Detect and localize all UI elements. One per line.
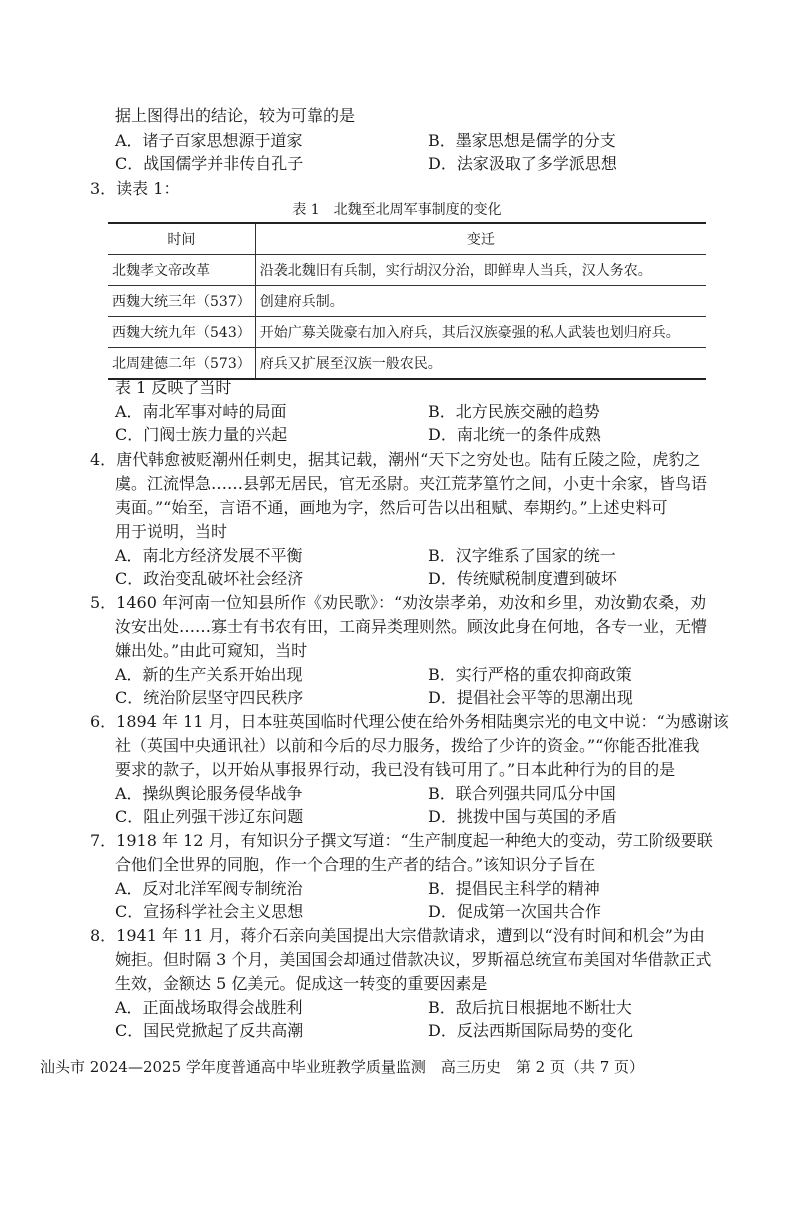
table-cell-time: 西魏大统九年（543）: [108, 317, 255, 348]
table-header-row: [108, 223, 706, 255]
q7-option-d: D．促成第一次国共合作: [428, 902, 601, 921]
q7-stem-line: 合他们全世界的同胞，作一个合理的生产者的结合。”该知识分子旨在: [115, 855, 596, 874]
q4-stem-line: 用于说明，当时: [115, 522, 228, 541]
table-header-time: 时间: [108, 223, 255, 255]
table-cell-time: 西魏大统三年（537）: [108, 286, 255, 317]
q4-stem-line: 虞。江流悍急……县郭无居民，官无丞尉。夹江荒茅篁竹之间，小吏十余家，皆鸟语: [115, 474, 708, 493]
q7-stem-line: 7．1918 年 12 月，有知识分子撰文写道：“生产制度起一种绝大的变动，劳工阶级要联: [90, 831, 713, 850]
q3-prompt: 表 1 反映了当时: [115, 378, 232, 397]
q6-option-b: B．联合列强共同瓜分中国: [428, 784, 616, 803]
q8-stem-line: 8．1941 年 11 月，蒋介石亲向美国提出大宗借款请求，遭到以“没有时间和机会”为由: [90, 926, 705, 945]
table-row: [108, 255, 706, 286]
q8-stem-line: 婉拒。但时隔 3 个月，美国国会却通过借款决议，罗斯福总统宣布美国对华借款正式: [115, 950, 712, 969]
q6-stem-line: 6．1894 年 11 月，日本驻英国临时代理公使在给外务相陆奥宗光的电文中说：“为感谢该: [90, 712, 729, 731]
q5-stem-line: 汝安出处……寡士有书农有田，工商异类理则然。顾汝此身在何地，各专一业，无懵: [115, 617, 708, 636]
q8-option-a: A．正面战场取得会战胜利: [115, 998, 303, 1017]
q8-stem-line: 生效，金额达 5 亿美元。促成这一转变的重要因素是: [115, 974, 488, 993]
q8-option-c: C．国民党掀起了反共高潮: [115, 1021, 304, 1040]
page-footer: 汕头市 2024—2025 学年度普通高中毕业班教学质量监测 高三历史 第 2 页（共 7 页）: [40, 1058, 645, 1076]
table-cell-change: 创建府兵制。: [255, 286, 706, 317]
q8-option-d: D．反法西斯国际局势的变化: [428, 1021, 633, 1040]
table-cell-change: 开始广募关陇豪右加入府兵，其后汉族豪强的私人武装也划归府兵。: [255, 317, 706, 348]
table-cell-time: 北魏孝文帝改革: [108, 255, 255, 286]
table-row: [108, 317, 706, 348]
q2-option-b: B．墨家思想是儒学的分支: [428, 131, 616, 150]
q7-option-a: A．反对北洋军阀专制统治: [115, 879, 303, 898]
q4-stem-line: 夷面。”“始至，言语不通，画地为字，然后可告以出租赋、奉期约。”上述史料可: [115, 498, 668, 517]
table-header-change: 变迁: [255, 223, 706, 255]
q4-stem-line: 4．唐代韩愈被贬潮州任刺史，据其记载，潮州“天下之穷处也。陆有丘陵之险，虎豹之: [90, 450, 701, 469]
q3-option-a: A．南北军事对峙的局面: [115, 402, 287, 421]
q6-option-c: C．阻止列强干涉辽东问题: [115, 807, 304, 826]
q4-option-a: A．南北方经济发展不平衡: [115, 546, 303, 565]
table-cell-time: 北周建德二年（573）: [108, 348, 255, 380]
q5-option-c: C．统治阶层坚守四民秩序: [115, 688, 304, 707]
q6-option-a: A．操纵舆论服务侵华战争: [115, 784, 303, 803]
q5-option-d: D．提倡社会平等的思潮出现: [428, 688, 633, 707]
q6-option-d: D．挑拨中国与英国的矛盾: [428, 807, 617, 826]
table-cell-change: 沿袭北魏旧有兵制，实行胡汉分治，即鲜卑人当兵，汉人务农。: [255, 255, 706, 286]
q7-option-b: B．提倡民主科学的精神: [428, 879, 600, 898]
q5-option-a: A．新的生产关系开始出现: [115, 665, 303, 684]
q4-option-b: B．汉字维系了国家的统一: [428, 546, 616, 565]
q4-option-c: C．政治变乱破坏社会经济: [115, 569, 304, 588]
q6-stem-line: 要求的款子，以开始从事报界行动，我已没有钱可用了。”日本此种行为的目的是: [115, 760, 676, 779]
q6-stem-line: 社（英国中央通讯社）以前和今后的尽力服务，拨给了少许的资金。”“你能否批准我: [115, 736, 700, 755]
q2-option-d: D．法家汲取了多学派思想: [428, 154, 617, 173]
q3-option-d: D．南北统一的条件成熟: [428, 425, 601, 444]
q7-option-c: C．宣扬科学社会主义思想: [115, 902, 304, 921]
q5-stem-line: 5．1460 年河南一位知县所作《劝民歌》：“劝汝崇孝弟，劝汝和乡里，劝汝勤农桑，劝: [90, 593, 707, 612]
q3-option-c: C．门阀士族力量的兴起: [115, 425, 288, 444]
q2-prompt: 据上图得出的结论，较为可靠的是: [115, 106, 356, 125]
table-caption: 表 1 北魏至北周军事制度的变化: [292, 202, 502, 218]
q3-option-b: B．北方民族交融的趋势: [428, 402, 600, 421]
table-row: [108, 286, 706, 317]
q4-option-d: D．传统赋税制度遭到破坏: [428, 569, 617, 588]
military-system-table: [108, 222, 706, 380]
table-row: [108, 348, 706, 380]
q5-stem-line: 嫌出处。”由此可窥知，当时: [115, 641, 308, 660]
q2-option-c: C．战国儒学并非传自孔子: [115, 154, 304, 173]
table-cell-change: 府兵又扩展至汉族一般农民。: [255, 348, 706, 380]
q8-option-b: B．敌后抗日根据地不断壮大: [428, 998, 632, 1017]
q3-stem: 3．读表 1：: [90, 179, 180, 198]
q2-option-a: A．诸子百家思想源于道家: [115, 131, 303, 150]
q5-option-b: B．实行严格的重农抑商政策: [428, 665, 632, 684]
